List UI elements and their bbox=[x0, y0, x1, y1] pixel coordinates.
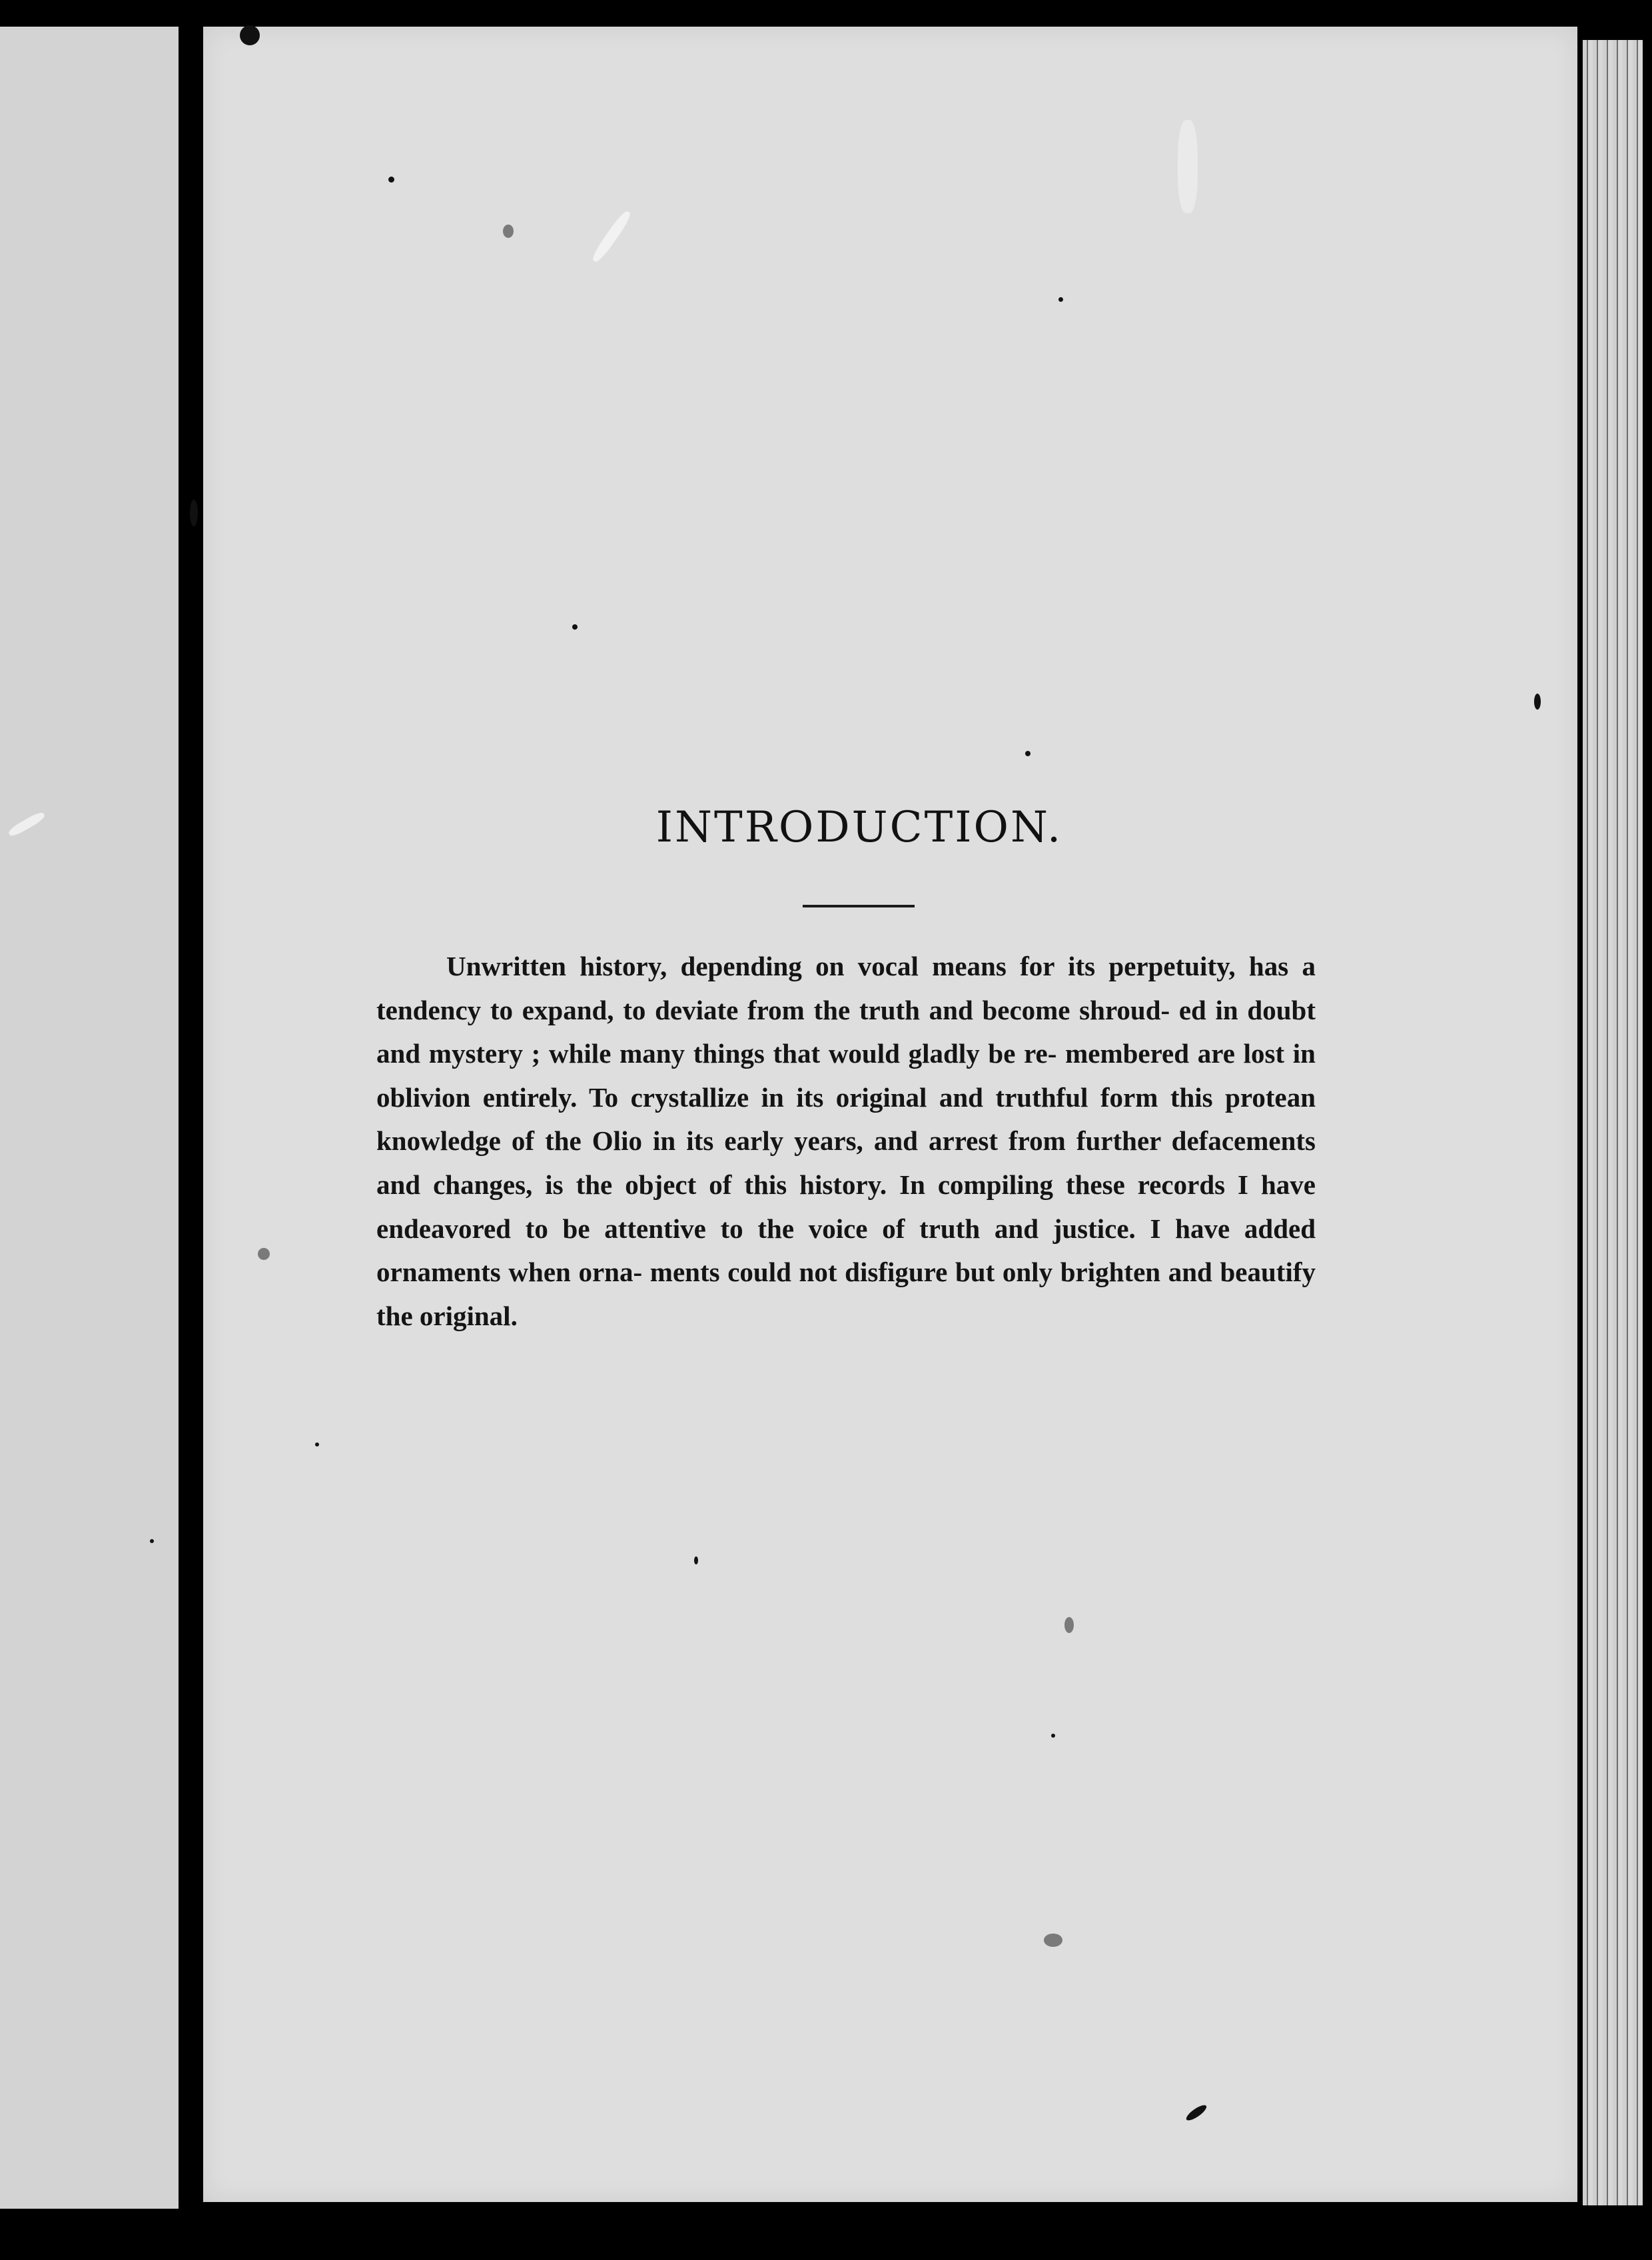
dust-speck bbox=[1025, 751, 1031, 756]
dust-speck bbox=[190, 500, 198, 526]
dust-speck bbox=[1044, 1934, 1062, 1947]
dust-speck bbox=[315, 1442, 319, 1446]
dust-speck bbox=[258, 1248, 270, 1260]
facing-page-edge bbox=[0, 27, 179, 2209]
page-stack-edges bbox=[1583, 40, 1643, 2205]
scan-scratch bbox=[1178, 120, 1198, 213]
dust-speck bbox=[572, 624, 578, 630]
dust-speck bbox=[694, 1556, 698, 1564]
dust-speck bbox=[240, 25, 260, 45]
introduction-paragraph: Unwritten history, depending on vocal means for its perpetuity, has a tendency to expand, to deviate from the truth and become shroud- ed in doubt and mystery ; while many things that would gladly be re- membered are lost in oblivion entirely. To crystallize in its original and truthful form this protean knowledge of the Olio in its early years, and arrest from further defacements and changes, is the object of this history. In compiling these records I have endeavored to be attentive to the voice of truth and justice. I have added ornaments when orna- ments could not disfigure but only brighten and beautify the original. bbox=[376, 951, 1316, 1331]
dust-speck bbox=[388, 177, 394, 183]
dust-speck bbox=[1064, 1617, 1074, 1633]
dust-speck bbox=[150, 1539, 154, 1543]
dust-speck bbox=[1058, 297, 1063, 302]
title-rule bbox=[803, 905, 915, 907]
page-title: INTRODUCTION. bbox=[655, 803, 1063, 852]
dust-speck bbox=[503, 225, 514, 238]
dust-speck bbox=[1534, 694, 1541, 710]
dust-speck bbox=[1051, 1734, 1055, 1738]
